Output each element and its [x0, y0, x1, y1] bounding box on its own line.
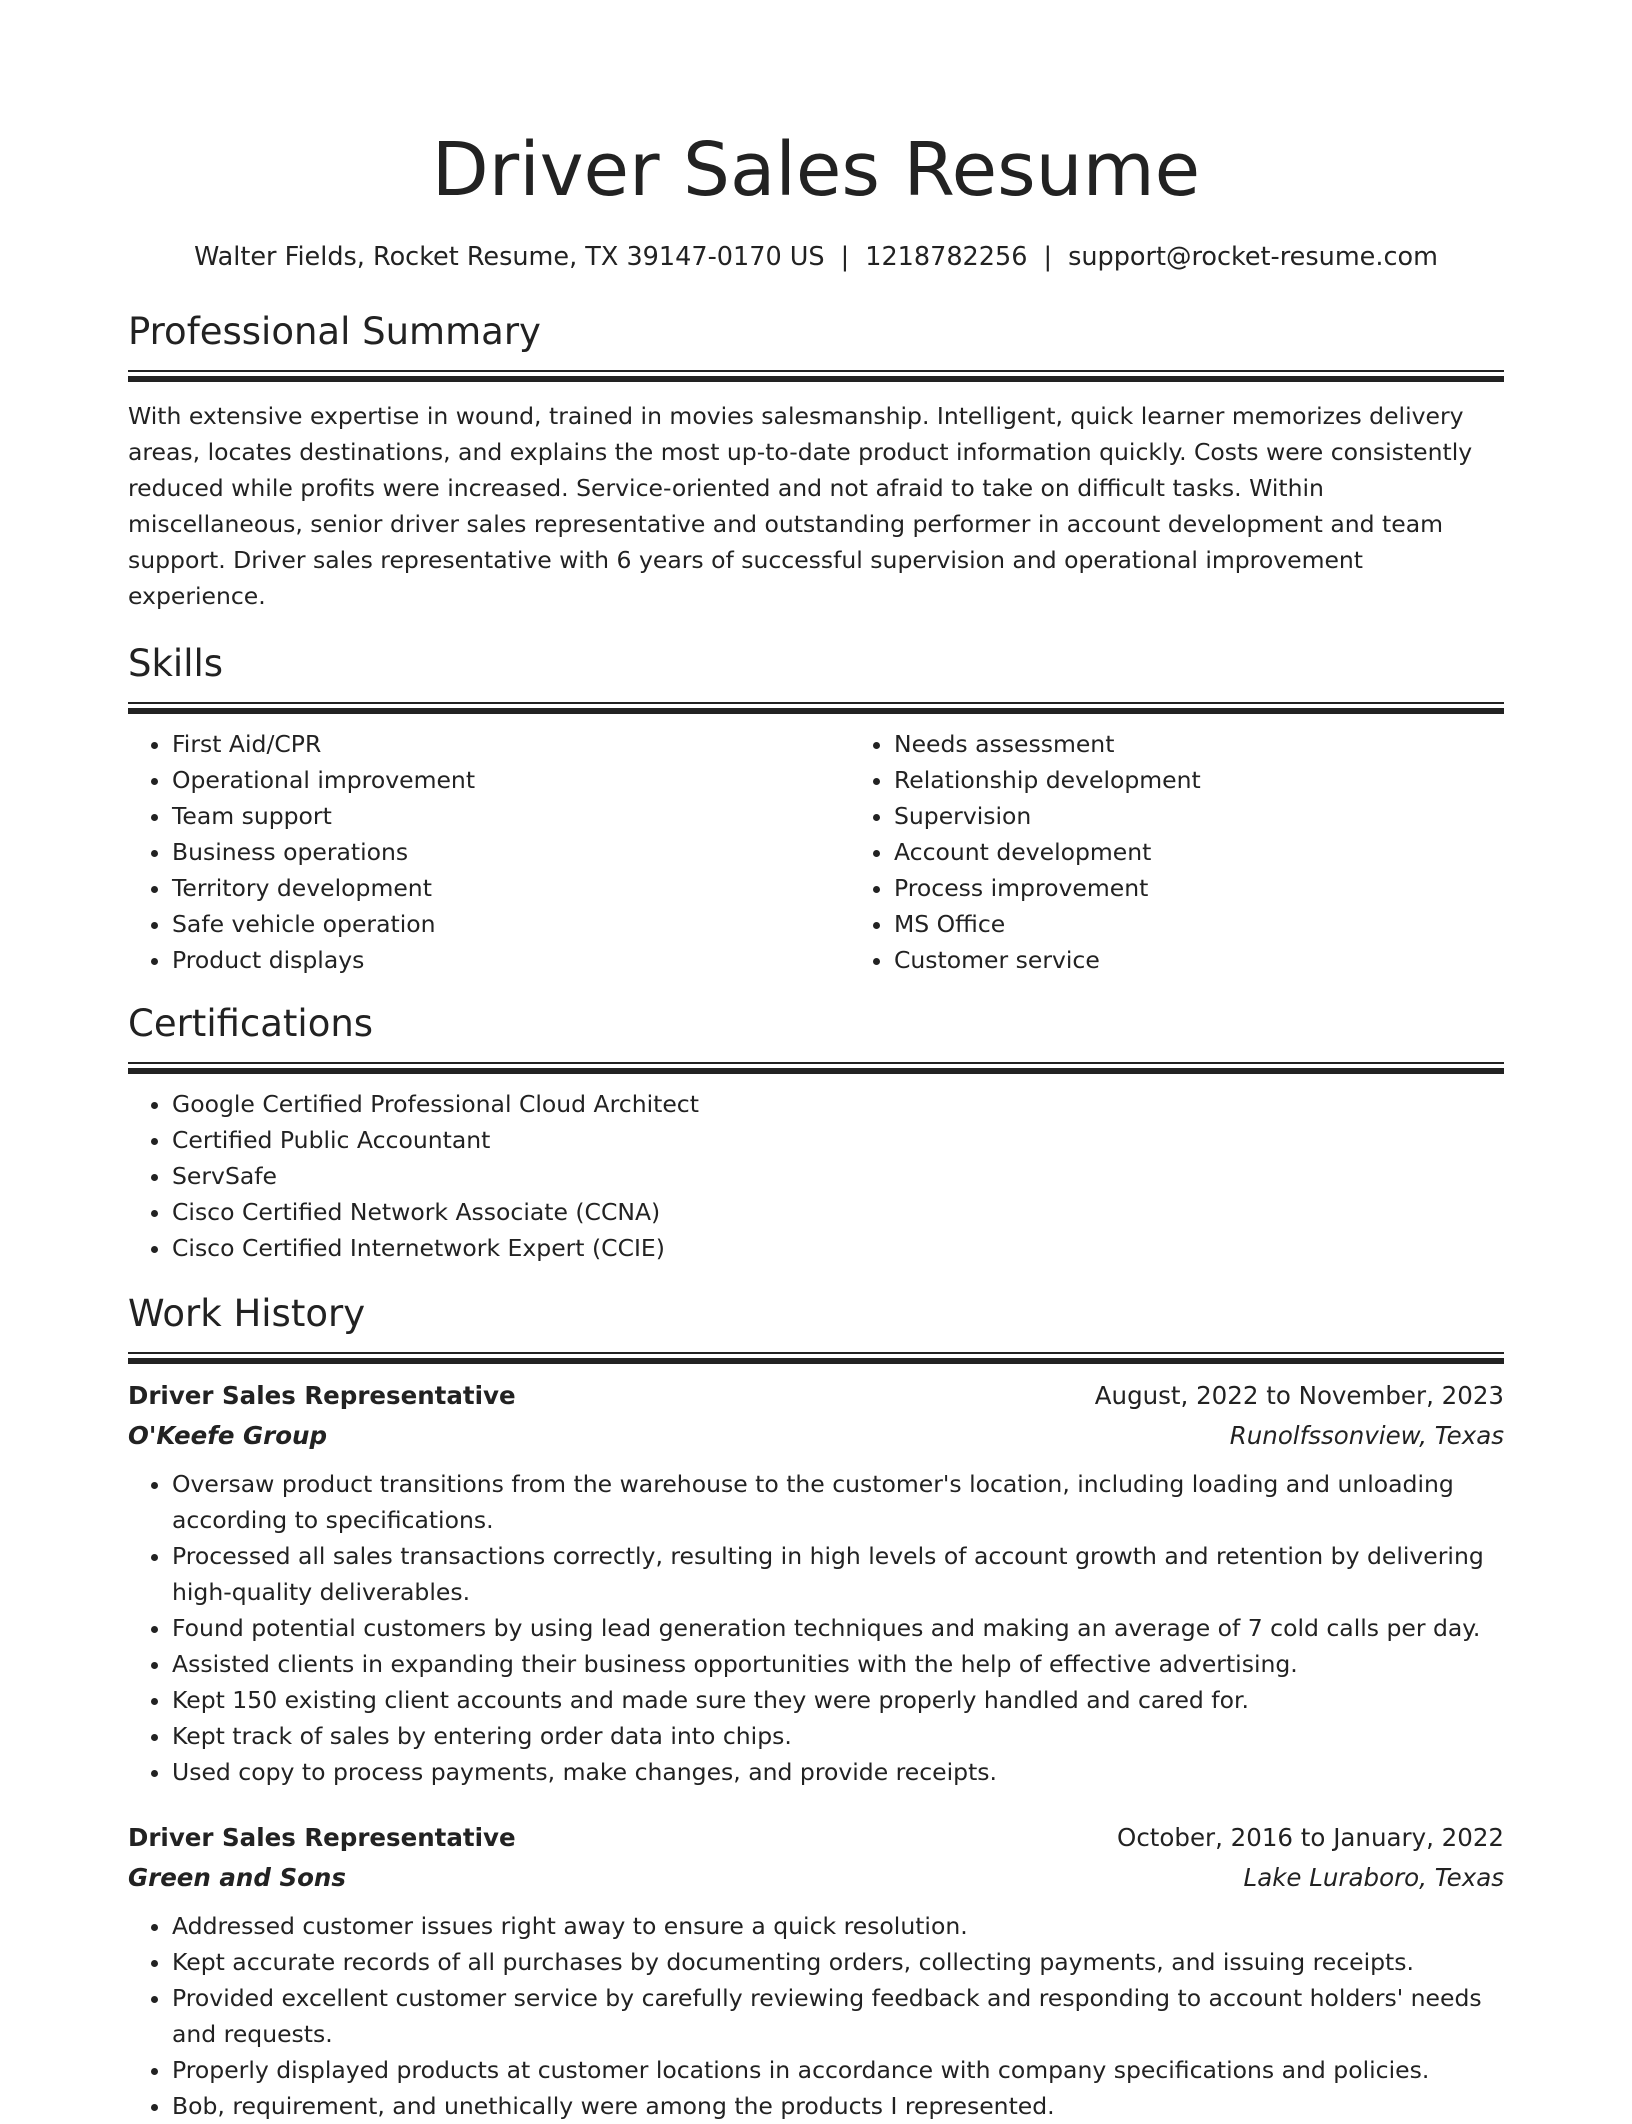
job-bullet: • Addressed customer issues right away to ensure a quick resolution.	[172, 1908, 1504, 1944]
work-history-heading: Work History	[128, 1292, 366, 1335]
skill-item: • Process improvement	[894, 870, 1572, 906]
skill-item: • Supervision	[894, 798, 1572, 834]
skills-section	[128, 640, 1504, 978]
section-divider	[128, 1352, 1504, 1364]
job-bullet: • Oversaw product transitions from the warehouse to the customer's location, including loading and unloading according to specifications.	[172, 1466, 1504, 1538]
contact-line	[128, 240, 1504, 274]
job-bullet: • Kept accurate records of all purchases by documenting orders, collecting payments, and issuing receipts.	[172, 1944, 1504, 1980]
job-bullet: • Found potential customers by using lead generation techniques and making an average of 7 cold calls per day.	[172, 1610, 1504, 1646]
skill-item: • Territory development	[172, 870, 850, 906]
skill-item: • Safe vehicle operation	[172, 906, 850, 942]
skill-item: • Account development	[894, 834, 1572, 870]
certification-item: • ServSafe	[172, 1158, 1504, 1194]
skill-item: • MS Office	[894, 906, 1572, 942]
summary-heading: Professional Summary	[128, 310, 541, 353]
job-entry	[128, 1818, 1504, 2124]
job-dates: August, 2022 to November, 2023	[1094, 1381, 1504, 1410]
certification-item: • Cisco Certified Internetwork Expert (CCIE)	[172, 1230, 1504, 1266]
job-entry	[128, 1376, 1504, 1790]
certifications-heading: Certifications	[128, 1002, 374, 1045]
skill-item: • Team support	[172, 798, 850, 834]
resume-page	[128, 0, 1504, 2124]
certifications-list	[128, 1086, 1504, 1266]
contact-email[interactable]: support@rocket-resume.com	[1068, 242, 1438, 272]
skill-item: • Customer service	[894, 942, 1572, 978]
job-bullet: • Processed all sales transactions correctly, resulting in high levels of account growth and retention by delivering high-quality deliverables.	[172, 1538, 1504, 1610]
skills-left-list	[128, 726, 850, 978]
job-header-row	[128, 1376, 1504, 1416]
skill-item: • Operational improvement	[172, 762, 850, 798]
job-bullet: • Kept track of sales by entering order data into chips.	[172, 1718, 1504, 1754]
job-bullet: • Provided excellent customer service by carefully reviewing feedback and responding to account holders' needs and requests.	[172, 1980, 1504, 2052]
job-company: Green and Sons	[128, 1863, 346, 1892]
job-bullet: • Kept 150 existing client accounts and made sure they were properly handled and cared for.	[172, 1682, 1504, 1718]
job-company-row	[128, 1416, 1504, 1456]
summary-section	[128, 308, 1504, 614]
section-divider	[128, 1062, 1504, 1074]
job-header-row	[128, 1818, 1504, 1858]
job-bullet: • Properly displayed products at customer locations in accordance with company specifications and policies.	[172, 2052, 1504, 2088]
job-location: Lake Luraboro, Texas	[1243, 1863, 1504, 1892]
certification-item: • Certified Public Accountant	[172, 1122, 1504, 1158]
resume-title: Driver Sales Resume	[431, 127, 1201, 213]
summary-text: With extensive expertise in wound, trained in movies salesmanship. Intelligent, quick learner memorizes delivery areas, locates destinations, and explains the most up-to-date product information quickly. Costs were consistently reduced while profits were increased. Service-oriented and not afraid to take on difficult tasks. Within miscellaneous, senior driver sales representative and outstanding performer in account development and team support. Driver sales representative with 6 years of successful supervision and operational improvement experience.	[128, 402, 1473, 610]
job-bullet: • Used copy to process payments, make changes, and provide receipts.	[172, 1754, 1504, 1790]
skills-right-list	[850, 726, 1572, 978]
skill-item: • Business operations	[172, 834, 850, 870]
job-bullets	[128, 1908, 1504, 2124]
job-company-row	[128, 1858, 1504, 1898]
certifications-section	[128, 1000, 1504, 1266]
work-history-section	[128, 1290, 1504, 2124]
skill-item: • First Aid/CPR	[172, 726, 850, 762]
job-bullets	[128, 1466, 1504, 1790]
skill-item: • Product displays	[172, 942, 850, 978]
job-title: Driver Sales Representative	[128, 1381, 516, 1410]
contact-separator: |	[1043, 242, 1053, 272]
section-divider	[128, 702, 1504, 714]
skill-item: • Needs assessment	[894, 726, 1572, 762]
job-location: Runolfssonview, Texas	[1229, 1421, 1504, 1450]
certification-item: • Google Certified Professional Cloud Architect	[172, 1086, 1504, 1122]
certification-item: • Cisco Certified Network Associate (CCNA)	[172, 1194, 1504, 1230]
contact-separator: |	[840, 242, 850, 272]
job-title: Driver Sales Representative	[128, 1823, 516, 1852]
skills-heading: Skills	[128, 642, 224, 685]
job-company: O'Keefe Group	[128, 1421, 328, 1450]
contact-address: Walter Fields, Rocket Resume, TX 39147-0170 US	[194, 242, 825, 272]
contact-phone: 1218782256	[865, 242, 1028, 272]
job-bullet: • Bob, requirement, and unethically were among the products I represented.	[172, 2088, 1504, 2124]
skill-item: • Relationship development	[894, 762, 1572, 798]
job-bullet: • Assisted clients in expanding their business opportunities with the help of effective advertising.	[172, 1646, 1504, 1682]
skills-grid	[128, 726, 1504, 978]
job-dates: October, 2016 to January, 2022	[1117, 1823, 1504, 1852]
section-divider	[128, 370, 1504, 382]
